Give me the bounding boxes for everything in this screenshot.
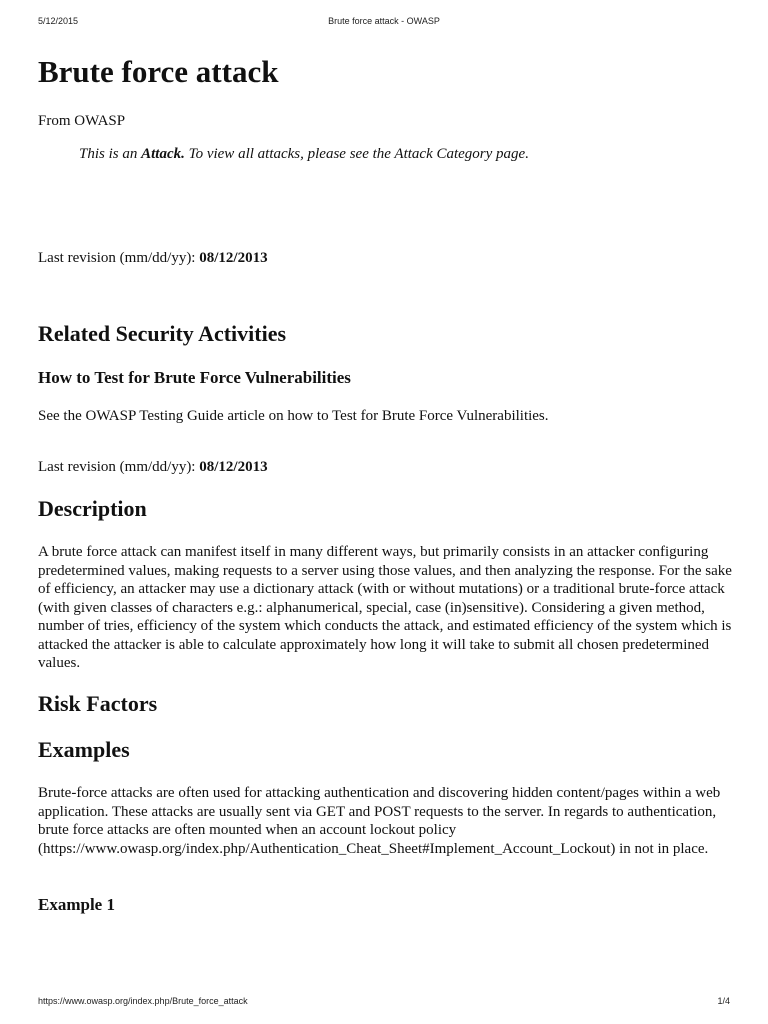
attack-note-suffix: To view all attacks, please see the Attack Category page.	[184, 146, 529, 162]
examples-text: Brute-force attacks are often used for attacking authentication and discovering hidden content/pages within a web application. These attacks are usually sent via GET and POST requests to the server. In regards to authentication, brute force attacks are often mounted when an account lockout policy (https://www.owasp.org/index.php/Authentication_Cheat_Sheet#Implement_Account_Lockout) in not in place.	[38, 785, 721, 857]
page-number: 1/4	[717, 996, 730, 1006]
description-text: A brute force attack can manifest itself in many different ways, but primarily consists in an attacker configuring predetermined values, making requests to a server using those values, and then analyzing the response. For the sake of efficiency, an attacker may use a dictionary attack (with or without mutations) or a traditional brute-force attack (with given classes of characters e.g.: alphanumerical, special, case (in)sensitive). Considering a given method, number of tries, efficiency of the system which conducts the attack, and estimated efficiency of the system which is attacked the attacker is able to calculate approximately how long it will take to submit all chosen predetermined values.	[38, 544, 732, 671]
description-heading: Description	[38, 496, 147, 521]
print-footer	[38, 996, 730, 1010]
revision-date: 08/12/2013	[199, 250, 268, 266]
example-1-heading: Example 1	[38, 895, 115, 914]
revision-label-2: Last revision (mm/dd/yy):	[38, 459, 200, 475]
print-page-title: Brute force attack - OWASP	[328, 16, 440, 26]
testing-guide-text: See the OWASP Testing Guide article on how to Test for Brute Force Vulnerabilities.	[38, 408, 549, 424]
how-to-test-heading: How to Test for Brute Force Vulnerabilities	[38, 368, 351, 387]
print-header	[38, 16, 730, 30]
last-revision	[38, 250, 268, 267]
attack-link[interactable]: Attack.	[141, 146, 185, 162]
revision-date-2: 08/12/2013	[199, 459, 268, 475]
attack-note	[79, 146, 529, 163]
revision-label: Last revision (mm/dd/yy):	[38, 250, 200, 266]
related-activities-heading: Related Security Activities	[38, 321, 287, 346]
page-title: Brute force attack	[38, 54, 279, 89]
last-revision-2	[38, 459, 268, 476]
risk-factors-heading: Risk Factors	[38, 691, 158, 716]
print-url: https://www.owasp.org/index.php/Brute_force_attack	[38, 996, 248, 1006]
source-line: From OWASP	[38, 113, 126, 129]
examples-heading: Examples	[38, 737, 130, 762]
attack-note-prefix: This is an	[79, 146, 142, 162]
print-date: 5/12/2015	[38, 16, 79, 26]
